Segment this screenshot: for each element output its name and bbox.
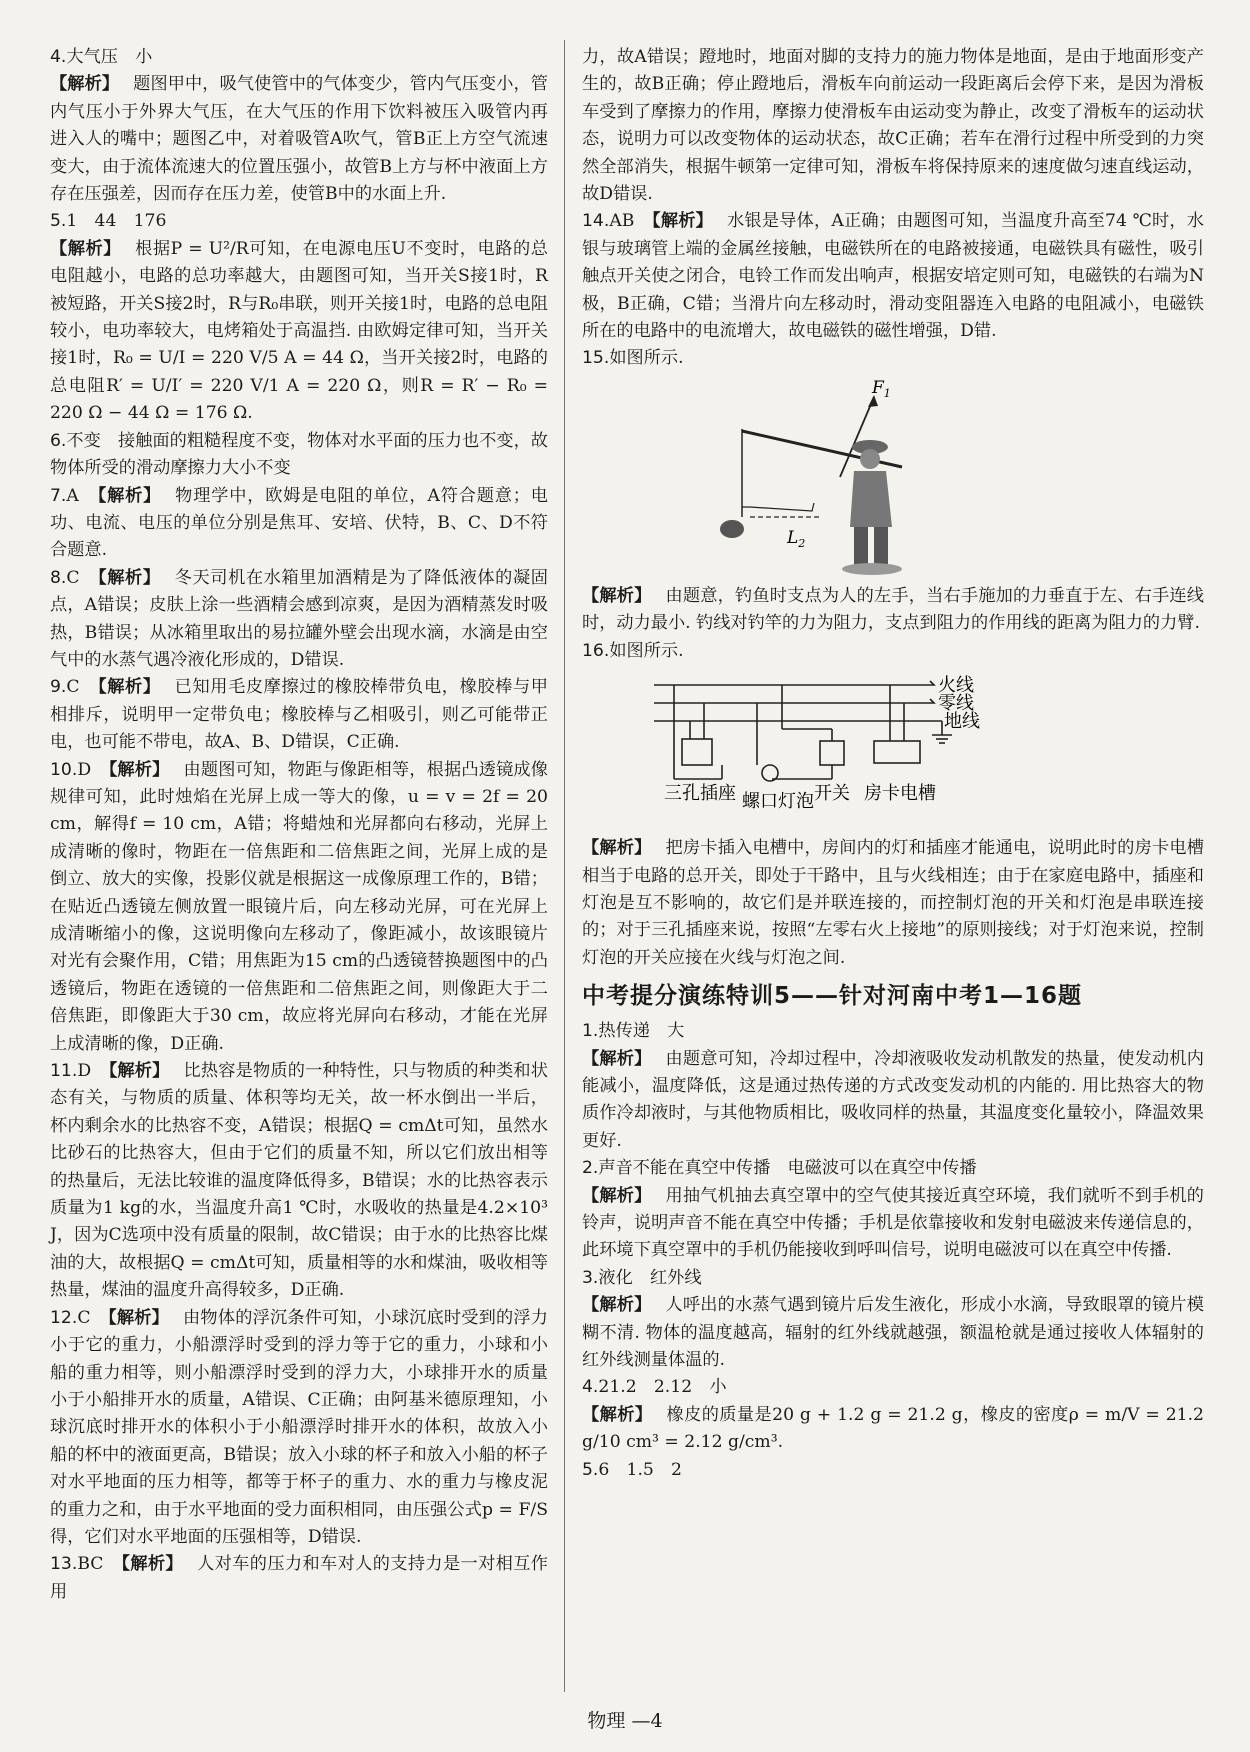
answer-4: 4.大气压 小 【解析】 题图甲中，吸气使管中的气体变少，管内气压变小，管内气压小于外界大气压，在大气压的作用下饮料被压入吸管内再进入人的嘴中；题图乙中，对着吸管A吹气，管B正上方空气流速变大，由于流体流速大的位置压强小，故管B上方与杯中液面上方存在压强差，因而存在压力差，使管B中的水面上升. [50, 47, 548, 205]
live-wire-label: 火线 [938, 675, 974, 697]
page-footer: 物理 —4 [587, 1710, 663, 1732]
answer-15-analysis: 【解析】 由题意，钓鱼时支点为人的左手，当右手施加的力垂直于左、右手连线时，动力最小. 钓线对钓竿的力为阻力，支点到阻力的作用线的距离为阻力的力臂. [582, 585, 1204, 634]
answer-7: 7.A 【解析】 物理学中，欧姆是电阻的单位，A符合题意；电功、电流、电压的单位分别是焦耳、安培、伏特，B、C、D不符合题意. [50, 485, 548, 561]
arm-l2-label: $L_2$ [787, 527, 806, 550]
section-answer-3: 3.液化 红外线 【解析】 人呼出的水蒸气遇到镜片后发生液化，形成小水滴，导致眼罩的镜片模糊不清. 物体的温度越高，辐射的红外线就越强，额温枪就是通过接收人体辐射的红外线测量体温的. [582, 1267, 1204, 1370]
section-answer-2: 2.声音不能在真空中传播 电磁波可以在真空中传播 【解析】 用抽气机抽去真空罩中的空气使其接近真空环境，我们就听不到手机的铃声，说明声音不能在真空中传播；手机是依靠接收和发射电磁波来传递信息的，此环境下真空罩中的手机仍能接收到呼叫信号，说明电磁波可以在真空中传播. [582, 1158, 1204, 1261]
section-answer-4: 4.21.2 2.12 小 【解析】 橡皮的质量是20 g + 1.2 g = 21.2 g，橡皮的密度ρ = m/V = 21.2 g/10 cm³ = 2.12 g/cm³. [582, 1377, 1204, 1453]
neutral-wire-label: 零线 [938, 693, 974, 715]
section-answer-5: 5.6 1.5 2 [582, 1459, 682, 1480]
answer-16: 16.如图所示. [582, 640, 684, 661]
fishing-lever-figure [582, 377, 1204, 577]
fisherman-body-icon [850, 471, 892, 527]
answer-12: 12.C 【解析】 由物体的浮沉条件可知，小球沉底时受到的浮力小于它的重力，小船漂浮时受到的浮力等于它的重力，小球和小船的重力相等，则小船漂浮时受到的浮力大，小球排开水的质量小于小船排开水的质量，A错误、C正确；由阿基米德原理知，小球沉底时排开水的体积小于小船漂浮时排开水的体积，故放入小船的杯中的液面更高，B错误；放入小球的杯子和放入小船的杯子对水平地面的压力相等，都等于杯子的重力、水的重力与橡皮泥的重力之和，由于水平地面的受力面积相同，由压强公式p = F/S得，它们对水平地面的压强相等，D错误. [50, 1307, 548, 1547]
home-circuit-figure [582, 669, 1204, 829]
answer-13-continued: 力，故A错误；蹬地时，地面对脚的支持力的施力物体是地面，是由于地面形变产生的，故B正确；停止蹬地后，滑板车向前运动一段距离后会停下来，是因为滑板车受到了摩擦力的作用，摩擦力使滑板车由运动变为静止，改变了滑板车的运动状态，说明力可以改变物体的运动状态，故C正确；若车在滑行过程中所受到的力突然全部消失，根据牛顿第一定律可知，滑板车将保持原来的速度做匀速直线运动，故D错误. [582, 47, 1204, 205]
section-answer-1: 1.热传递 大 【解析】 由题意可知，冷却过程中，冷却液吸收发动机散发的热量，使发动机内能减小，温度降低，这是通过热传递的方式改变发动机的内能的. 用比热容大的物质作冷却液时，与其他物质相比，吸收同样的热量，其温度变化量较小，降温效果更好. [582, 1021, 1204, 1151]
answer-5: 5.1 44 176 【解析】 根据P = U²/R可知，在电源电压U不变时，电路的总电阻越小，电路的总功率越大，由题图可知，当开关S接1时，R被短路，开关S接2时，R与R₀串联，则开关接1时，电路的总电阻较小，电功率较大，电烤箱处于高温挡. 由欧姆定律可知，当开关接1时，R₀ = U/I = 220 V/5 A = 44 Ω，当开关接2时，电路的总电阻R′ = U/I′ = 220 V/1 A = 220 Ω，则R = R′ − R₀ = 220 Ω − 44 Ω = 176 Ω. [50, 211, 548, 424]
answer-6: 6.不变 接触面的粗糙程度不变，物体对水平面的压力也不变，故物体所受的滑动摩擦力大小不变 [50, 430, 548, 479]
answer-16-analysis: 【解析】 把房卡插入电槽中，房间内的灯和插座才能通电，说明此时的房卡电槽相当于电路的总开关，即处于干路中，且与火线相连；由于在家庭电路中，插座和灯泡是互不影响的，故它们是并联连接的，而控制灯泡的开关和灯泡是串联连接的；对于三孔插座来说，按照“左零右火上接地”的原则接线；对于灯泡来说，控制灯泡的开关应接在火线与灯泡之间. [582, 838, 1204, 968]
card-slot-label: 房卡电槽 [864, 783, 936, 805]
right-column [582, 44, 1204, 1484]
switch-label: 开关 [814, 783, 850, 805]
section-title: 中考提分演练特训5——针对河南中考1—16题 [582, 983, 1083, 1010]
column-divider [564, 40, 565, 1692]
ground-wire-label: 地线 [944, 711, 980, 733]
answer-14: 14.AB 【解析】 水银是导体，A正确；由题图可知，当温度升高至74 ℃时，水银与玻璃管上端的金属丝接触，电磁铁所在的电路被接通，电磁铁具有磁性，吸引触点开关使之闭合，电铃工作而发出响声，根据安培定则可知，电磁铁的右端为N极，B正确，C错；当滑片向左移动时，滑动变阻器连入电路的电阻减小，电磁铁所在的电路中的电流增大，故电磁铁的磁性增强，D错. [582, 211, 1204, 342]
bulb-label: 螺口灯泡 [742, 791, 814, 813]
answer-9: 9.C 【解析】 已知用毛皮摩擦过的橡胶棒带负电，橡胶棒与甲相排斥，说明甲一定带负电；橡胶棒与乙相吸引，则乙可能带正电，也可能不带电，故A、B、D错误，C正确. [50, 677, 548, 753]
answer-8: 8.C 【解析】 冬天司机在水箱里加酒精是为了降低液体的凝固点，A错误；皮肤上涂一些酒精会感到凉爽，是因为酒精蒸发时吸热，B错误；从冰箱里取出的易拉罐外壁会出现水滴，水滴是由空气中的水蒸气遇冷液化形成的，D错误. [50, 567, 548, 670]
left-column [50, 44, 548, 1606]
answer-11: 11.D 【解析】 比热容是物质的一种特性，只与物质的种类和状态有关，与物质的质量、体积等均无关，故一杯水倒出一半后，杯内剩余水的比热容不变，A错误；根据Q = cmΔt可知，虽然水比砂石的比热容大，但由于它们的质量不知，所以它们放出相等的热量后，无法比较谁的温度降低得多，B错误；水的比热容表示质量为1 kg的水，当温度升高1 ℃时，水吸收的热量是4.2×10³ J，因为C选项中没有质量的限制，故C错误；由于水的比热容比煤油的大，故根据Q = cmΔt可知，质量相等的水和煤油，吸收相等热量，煤油的温度升高得较多，D正确. [50, 1061, 548, 1301]
answer-13: 13.BC 【解析】 人对车的压力和车对人的支持力是一对相互作用 [50, 1554, 548, 1602]
answer-15: 15.如图所示. [582, 348, 684, 369]
force-f1-label: $F_1$ [872, 377, 891, 400]
socket-label: 三孔插座 [664, 783, 736, 805]
answer-10: 10.D 【解析】 由题图可知，物距与像距相等，根据凸透镜成像规律可知，此时烛焰在光屏上成一等大的像，u = v = 2f = 20 cm，解得f = 10 cm，A错；将蜡烛和光屏都向右移动，光屏上成清晰的像时，物距在一倍焦距和二倍焦距之间，光屏上成的是倒立、放大的实像，投影仪就是根据这一成像原理工作的，B错；在贴近凸透镜左侧放置一眼镜片后，向左移动光屏，可在光屏上成清晰缩小的像，这说明像向左移动了，像距减小，故该眼镜片对光有会聚作用，C错；用焦距为15 cm的凸透镜替换题图中的凸透镜后，物距在透镜的一倍焦距和二倍焦距之间，则像距大于二倍焦距，即像距大于30 cm，故应将光屏向右移动，才能在光屏上成清晰的像，D正确. [50, 759, 548, 1054]
fish-icon [720, 520, 744, 538]
